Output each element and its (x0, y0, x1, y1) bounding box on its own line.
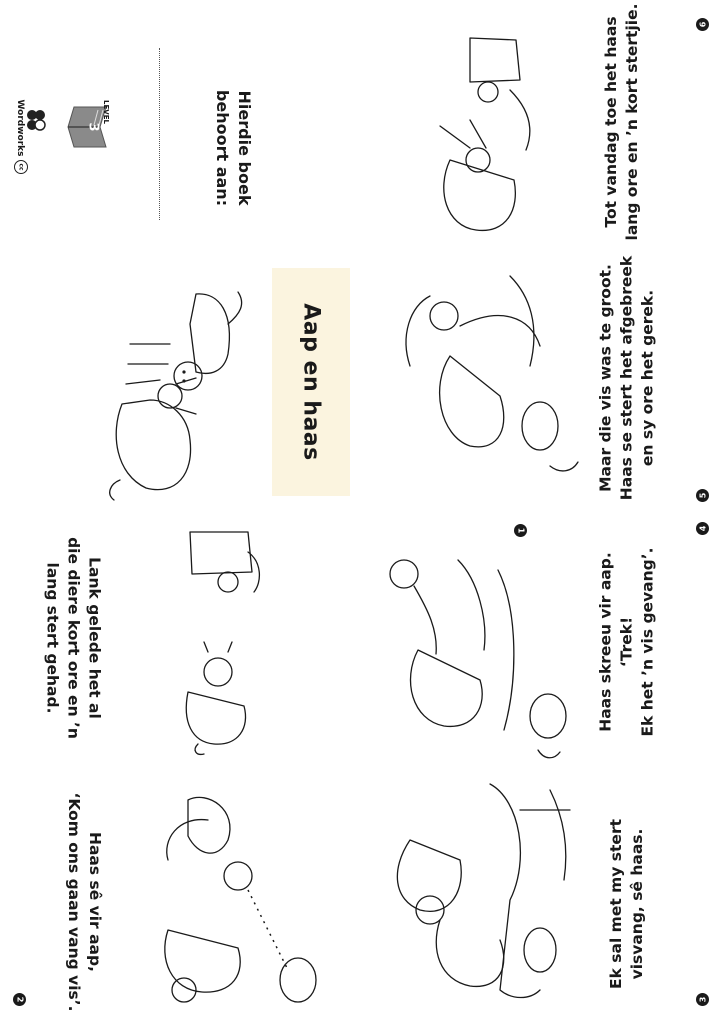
page-1-text: Lank gelede het al die diere kort ore en ’n lang stert gehad. (43, 537, 104, 739)
cc-icon: cc (14, 160, 28, 174)
page-3-text: Ek sal met my stert visvang, sê haas. (607, 818, 646, 990)
page-3-illustration (380, 780, 580, 1010)
page-6-illustration (430, 30, 550, 240)
page-2-illustration (148, 780, 328, 1010)
page-2-text: Haas sê vir aap, ‘Kom ons gaan vang vis’. (65, 792, 104, 1012)
page-number-1: 1 (514, 524, 527, 537)
page-4-text: Haas skreeu vir aap. ‘Trek! Ek het ’n vis gevang’. (596, 547, 657, 737)
page-number-4: 4 (696, 522, 709, 535)
publisher-name: Wordworks (15, 99, 25, 157)
page-1-illustration (178, 522, 264, 758)
name-write-line (159, 48, 160, 220)
page-number-2: 2 (13, 993, 26, 1006)
page-6-text: Tot vandag toe het haas lang ore en ’n kort stertjie. (602, 3, 641, 241)
page-number-6: 6 (696, 18, 709, 31)
page-4-illustration (388, 530, 584, 766)
wordworks-logo-icon (22, 106, 50, 134)
page-number-3: 3 (696, 993, 709, 1006)
page-number-5: 5 (696, 489, 709, 502)
cover-illustration (100, 284, 248, 504)
level-badge: LEVEL 3 (66, 98, 116, 156)
page-5-illustration (390, 266, 586, 486)
page-5-text: Maar die vis was te groot. Haas se stert het afgebreek en sy ore het gerek. (596, 255, 657, 501)
book-title: Aap en haas (298, 303, 324, 461)
belongs-to-label: Hierdie boek behoort aan: (213, 89, 254, 207)
